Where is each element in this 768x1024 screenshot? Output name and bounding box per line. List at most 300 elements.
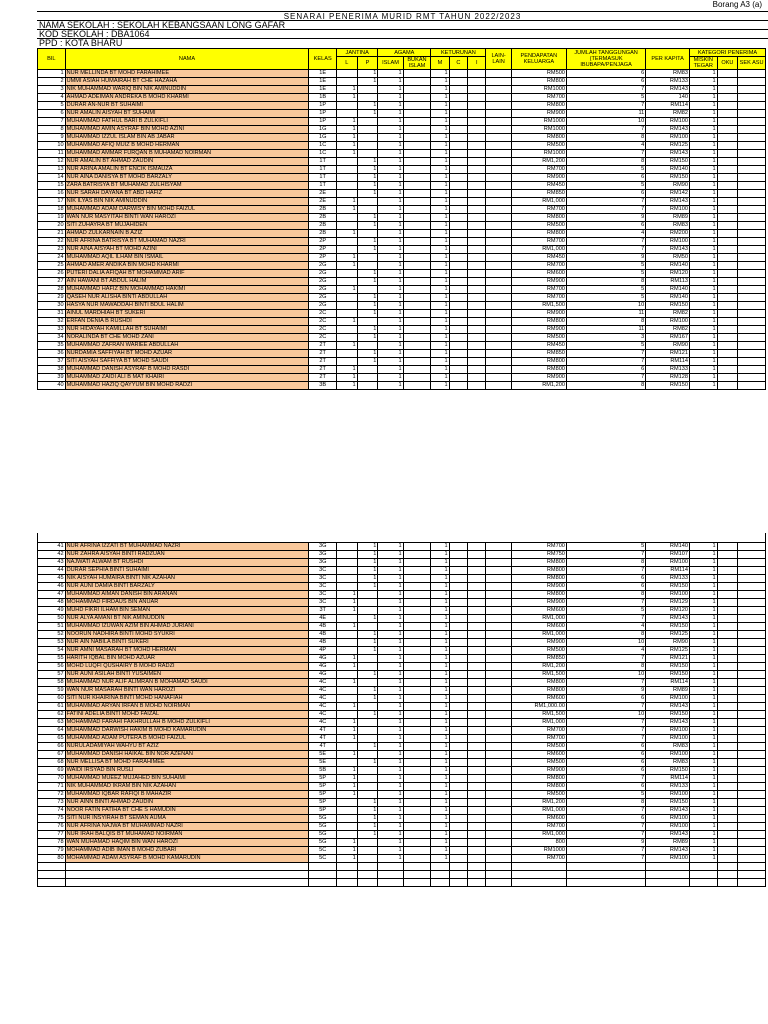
cell-m: 1 [431, 815, 449, 823]
cell-oku [717, 839, 738, 847]
cell-oku [717, 94, 738, 102]
cell-lain [486, 142, 511, 150]
col-per-kapita: PER KAPITA [646, 49, 690, 70]
cell-m: 1 [431, 294, 449, 302]
cell-per_kapita: RM143 [646, 150, 690, 158]
cell-nama: MUHAMMAD IZUWAN AZIM BIN AHMAD JURIANI [65, 623, 309, 631]
cell-per_kapita: RM133 [646, 575, 690, 583]
cell-pendapatan: RM1,000 [511, 198, 566, 206]
cell-m: 1 [431, 623, 449, 631]
cell-bil: 55 [38, 655, 66, 663]
cell-miskin [689, 863, 717, 871]
cell-i [468, 246, 486, 254]
cell-i [468, 134, 486, 142]
cell-lain [486, 583, 511, 591]
cell-tanggungan: 6 [566, 190, 645, 198]
cell-nama: MUHAMMAD ZAIDI ALI B MAT KHAIRI [65, 374, 309, 382]
cell-l [336, 294, 357, 302]
cell-islam [378, 879, 403, 887]
cell-l: 1 [337, 727, 358, 735]
cell-c [449, 214, 467, 222]
cell-kelas: 2G [309, 302, 337, 310]
cell-pendapatan: RM800 [511, 783, 566, 791]
cell-kelas: 5P [309, 799, 337, 807]
cell-l [337, 671, 358, 679]
cell-sek [738, 591, 766, 599]
cell-pendapatan: 800 [511, 839, 566, 847]
cell-pendapatan: RM900 [511, 767, 566, 775]
table-row [38, 302, 766, 310]
cell-oku [717, 246, 738, 254]
cell-bil: 44 [38, 567, 66, 575]
cell-per_kapita: RM125 [646, 647, 690, 655]
cell-pendapatan: RM1,200 [511, 158, 566, 166]
cell-bil: 60 [38, 695, 66, 703]
cell-islam: 1 [378, 134, 403, 142]
cell-sek [738, 743, 766, 751]
cell-sek [738, 631, 766, 639]
cell-islam: 1 [378, 190, 403, 198]
cell-oku [717, 639, 738, 647]
cell-tanggungan: 5 [566, 262, 645, 270]
cell-sek [738, 334, 766, 342]
cell-i [468, 102, 486, 110]
cell-tanggungan: 6 [566, 767, 645, 775]
cell-l: 1 [337, 775, 358, 783]
cell-nama: MUHAMMAD AMIN ASYRAF BIN MOHD AZINI [65, 126, 309, 134]
cell-per_kapita: RM140 [646, 543, 690, 551]
cell-bil: 77 [38, 831, 66, 839]
cell-oku [717, 174, 738, 182]
cell-bi [403, 815, 431, 823]
cell-pendapatan: RM1,000 [511, 719, 566, 727]
cell-miskin: 1 [689, 166, 717, 174]
cell-p [357, 318, 378, 326]
cell-m: 1 [431, 254, 449, 262]
cell-sek [738, 158, 766, 166]
cell-per_kapita: RM121 [646, 350, 690, 358]
cell-bi [403, 158, 431, 166]
cell-lain [486, 70, 511, 78]
cell-i [468, 607, 486, 615]
cell-l [336, 158, 357, 166]
cell-miskin: 1 [689, 374, 717, 382]
cell-pendapatan: RM500 [511, 334, 566, 342]
cell-tanggungan: 8 [566, 799, 645, 807]
cell-c [449, 318, 467, 326]
cell-i [468, 695, 486, 703]
cell-kelas: 2T [309, 342, 337, 350]
cell-m: 1 [431, 246, 449, 254]
cell-tanggungan: 8 [566, 318, 645, 326]
cell-l: 1 [337, 783, 358, 791]
cell-p: 1 [357, 743, 378, 751]
cell-p: 1 [357, 583, 378, 591]
cell-p: 1 [357, 102, 378, 110]
cell-tanggungan: 7 [566, 238, 645, 246]
cell-p: 1 [357, 326, 378, 334]
cell-bi [403, 631, 431, 639]
cell-m: 1 [431, 230, 449, 238]
cell-i [468, 839, 486, 847]
cell-kelas: 1T [309, 158, 337, 166]
col-l: L [336, 57, 357, 70]
table-row [38, 214, 766, 222]
cell-kelas [309, 871, 337, 879]
cell-m: 1 [431, 238, 449, 246]
cell-c [449, 687, 467, 695]
cell-kelas: 2T [309, 374, 337, 382]
cell-islam: 1 [378, 310, 403, 318]
cell-m: 1 [431, 679, 449, 687]
cell-m: 1 [431, 278, 449, 286]
table-row [38, 583, 766, 591]
cell-bi [403, 719, 431, 727]
cell-oku [717, 543, 738, 551]
cell-l [336, 190, 357, 198]
cell-m: 1 [431, 350, 449, 358]
cell-i [468, 302, 486, 310]
cell-per_kapita [646, 863, 690, 871]
cell-miskin: 1 [689, 142, 717, 150]
cell-per_kapita: RM133 [646, 78, 690, 86]
table-row [38, 743, 766, 751]
cell-per_kapita: RM114 [646, 567, 690, 575]
cell-c [449, 134, 467, 142]
cell-bil: 40 [38, 382, 66, 390]
cell-islam: 1 [378, 86, 403, 94]
cell-nama: NUR IRAH BALQIS BT MUHAMAD NOIRMAN [65, 831, 309, 839]
cell-m: 1 [431, 86, 449, 94]
cell-sek [738, 190, 766, 198]
cell-c [449, 839, 467, 847]
cell-m: 1 [431, 831, 449, 839]
cell-sek [738, 246, 766, 254]
cell-m: 1 [431, 663, 449, 671]
cell-c [449, 342, 467, 350]
cell-nama: NORALINDA BT CHE MOHD ZANI [65, 334, 309, 342]
cell-l: 1 [336, 126, 357, 134]
cell-bil: 8 [38, 126, 66, 134]
table-row [38, 823, 766, 831]
cell-m: 1 [431, 647, 449, 655]
cell-islam: 1 [378, 270, 403, 278]
cell-l [337, 695, 358, 703]
cell-c [449, 278, 467, 286]
cell-miskin: 1 [689, 799, 717, 807]
cell-bi [403, 575, 431, 583]
cell-sek [738, 326, 766, 334]
cell-sek [738, 871, 766, 879]
cell-per_kapita: RM167 [646, 334, 690, 342]
cell-m: 1 [431, 735, 449, 743]
cell-pendapatan: RM1000 [511, 150, 566, 158]
cell-i [468, 310, 486, 318]
cell-oku [717, 350, 738, 358]
cell-pendapatan: RM1,200 [511, 799, 566, 807]
cell-per_kapita: RM100 [646, 727, 690, 735]
cell-miskin: 1 [689, 334, 717, 342]
cell-i [468, 222, 486, 230]
cell-miskin: 1 [689, 559, 717, 567]
cell-bil: 28 [38, 286, 66, 294]
cell-tanggungan: 8 [566, 382, 645, 390]
cell-pendapatan: RM600 [511, 607, 566, 615]
cell-i [468, 318, 486, 326]
cell-m: 1 [431, 703, 449, 711]
cell-nama: NUR ALYA AMANI BT NIK AMINUDDIN [65, 615, 309, 623]
cell-bil: 3 [38, 86, 66, 94]
cell-lain [486, 695, 511, 703]
cell-bi [403, 198, 431, 206]
cell-bil: 38 [38, 366, 66, 374]
cell-m: 1 [431, 743, 449, 751]
cell-kelas: 1B [309, 94, 337, 102]
table-row [38, 703, 766, 711]
cell-islam: 1 [378, 334, 403, 342]
cell-p [357, 607, 378, 615]
cell-bi [403, 150, 431, 158]
cell-oku [717, 262, 738, 270]
cell-per_kapita [646, 871, 690, 879]
cell-tanggungan: 6 [566, 70, 645, 78]
cell-oku [717, 334, 738, 342]
cell-i [468, 615, 486, 623]
cell-islam: 1 [378, 639, 403, 647]
cell-per_kapita: RM100 [646, 735, 690, 743]
cell-m: 1 [431, 326, 449, 334]
cell-pendapatan: RM600 [511, 695, 566, 703]
cell-c [449, 855, 467, 863]
cell-tanggungan: 9 [566, 214, 645, 222]
cell-kelas: 3G [309, 551, 337, 559]
cell-bil: 23 [38, 246, 66, 254]
cell-sek [738, 759, 766, 767]
cell-miskin: 1 [689, 823, 717, 831]
cell-c [449, 679, 467, 687]
cell-kelas: 5B [309, 767, 337, 775]
col-tanggungan: JUMLAH TANGGUNGAN (TERMASUK IBUBAPA/PENJAGA [566, 49, 645, 70]
cell-islam: 1 [378, 615, 403, 623]
cell-c [449, 326, 467, 334]
cell-m: 1 [431, 551, 449, 559]
cell-bil [38, 871, 66, 879]
cell-i [468, 326, 486, 334]
cell-islam: 1 [378, 302, 403, 310]
cell-per_kapita: RM143 [646, 847, 690, 855]
cell-oku [717, 238, 738, 246]
cell-pendapatan: RM800 [511, 366, 566, 374]
cell-bi [403, 871, 431, 879]
cell-i [468, 142, 486, 150]
cell-pendapatan: RM1000 [511, 126, 566, 134]
cell-nama: MUHAMMAD IQBAR RAFIQI B MAHAZIR [65, 791, 309, 799]
cell-miskin: 1 [689, 623, 717, 631]
cell-lain [486, 591, 511, 599]
cell-kelas: 2T [309, 366, 337, 374]
cell-p: 1 [357, 711, 378, 719]
cell-tanggungan [566, 879, 645, 887]
cell-oku [717, 623, 738, 631]
cell-pendapatan: RM700 [511, 823, 566, 831]
cell-tanggungan: 6 [566, 815, 645, 823]
cell-pendapatan: RM700 [511, 294, 566, 302]
cell-m: 1 [431, 855, 449, 863]
table-row [38, 567, 766, 575]
cell-l: 1 [337, 703, 358, 711]
cell-per_kapita: RM143 [646, 719, 690, 727]
cell-l [337, 583, 358, 591]
cell-m: 1 [431, 382, 449, 390]
cell-per_kapita: RM83 [646, 70, 690, 78]
cell-nama: NOOR FATIN FATIHA BT CHE S HAMUDIN [65, 807, 309, 815]
cell-i [468, 791, 486, 799]
cell-nama: MUHAMMAD ADAM DARWISY BIN MOHD FAIZUL [65, 206, 309, 214]
cell-kelas: 2G [309, 294, 337, 302]
cell-bi [403, 831, 431, 839]
cell-oku [717, 687, 738, 695]
cell-sek [738, 126, 766, 134]
cell-miskin: 1 [689, 182, 717, 190]
cell-bi [403, 671, 431, 679]
cell-pendapatan: RM1,000 [511, 807, 566, 815]
cell-i [468, 687, 486, 695]
cell-sek [738, 214, 766, 222]
cell-miskin: 1 [689, 607, 717, 615]
cell-nama: WAN NUR MASYITAH BINTI WAN HAROZI [65, 214, 309, 222]
cell-bi [403, 647, 431, 655]
cell-pendapatan: RM450 [511, 254, 566, 262]
cell-nama [65, 871, 309, 879]
cell-islam: 1 [378, 807, 403, 815]
cell-m: 1 [431, 615, 449, 623]
cell-i [468, 863, 486, 871]
cell-p: 1 [357, 687, 378, 695]
table-row [38, 695, 766, 703]
cell-lain [486, 647, 511, 655]
cell-m: 1 [431, 158, 449, 166]
cell-p: 1 [357, 759, 378, 767]
cell-oku [717, 374, 738, 382]
cell-tanggungan: 6 [566, 759, 645, 767]
cell-sek [738, 134, 766, 142]
cell-sek [738, 735, 766, 743]
cell-kelas: 5P [309, 783, 337, 791]
cell-kelas: 1E [309, 78, 337, 86]
cell-tanggungan: 5 [566, 286, 645, 294]
cell-bi [403, 679, 431, 687]
cell-sek [738, 110, 766, 118]
cell-lain [486, 158, 511, 166]
cell-m: 1 [431, 791, 449, 799]
cell-bi [403, 110, 431, 118]
cell-c [449, 575, 467, 583]
cell-p: 1 [357, 639, 378, 647]
cell-sek [738, 86, 766, 94]
cell-sek [738, 831, 766, 839]
cell-pendapatan: RM1,000 [511, 831, 566, 839]
cell-oku [717, 270, 738, 278]
cell-kelas [309, 879, 337, 887]
cell-i [468, 735, 486, 743]
cell-tanggungan: 6 [566, 78, 645, 86]
cell-p: 1 [357, 190, 378, 198]
cell-pendapatan: RM900 [511, 174, 566, 182]
cell-p: 1 [357, 695, 378, 703]
cell-m: 1 [431, 214, 449, 222]
cell-tanggungan: 8 [566, 663, 645, 671]
cell-p [357, 599, 378, 607]
cell-l: 1 [337, 847, 358, 855]
cell-bi [403, 607, 431, 615]
cell-i [468, 118, 486, 126]
cell-bi [403, 246, 431, 254]
cell-i [468, 342, 486, 350]
cell-lain [486, 807, 511, 815]
cell-nama: MUHAMMAD DANISH HAIKAL BIN NOR AZENAN [65, 751, 309, 759]
table-row [38, 751, 766, 759]
cell-tanggungan: 6 [566, 751, 645, 759]
cell-bil: 32 [38, 318, 66, 326]
cell-bil: 51 [38, 623, 66, 631]
cell-kelas: 1G [309, 134, 337, 142]
cell-bil: 17 [38, 198, 66, 206]
cell-l [336, 70, 357, 78]
cell-per_kapita: RM150 [646, 158, 690, 166]
cell-per_kapita: RM107 [646, 551, 690, 559]
cell-sek [738, 783, 766, 791]
cell-lain [486, 166, 511, 174]
cell-nama: NUR AIN NABILA BINTI SUKERI [65, 639, 309, 647]
cell-i [468, 174, 486, 182]
cell-p: 1 [357, 222, 378, 230]
cell-i [468, 270, 486, 278]
cell-per_kapita: RM125 [646, 142, 690, 150]
cell-p [357, 703, 378, 711]
cell-c [449, 615, 467, 623]
cell-oku [717, 591, 738, 599]
cell-per_kapita: RM143 [646, 615, 690, 623]
cell-c [449, 799, 467, 807]
cell-oku [717, 118, 738, 126]
cell-pendapatan: RM800 [511, 775, 566, 783]
cell-islam: 1 [378, 166, 403, 174]
table-row [38, 543, 766, 551]
cell-islam: 1 [378, 382, 403, 390]
cell-lain [486, 823, 511, 831]
cell-m: 1 [431, 559, 449, 567]
cell-l: 1 [336, 262, 357, 270]
cell-tanggungan: 7 [566, 855, 645, 863]
cell-oku [717, 655, 738, 663]
cell-c [449, 254, 467, 262]
cell-kelas: 4B [309, 631, 337, 639]
cell-kelas: 4E [309, 615, 337, 623]
cell-miskin: 1 [689, 599, 717, 607]
cell-kelas: 2G [309, 270, 337, 278]
recipient-table-part-2 [37, 542, 766, 887]
cell-pendapatan: RM800 [511, 559, 566, 567]
cell-tanggungan: 7 [566, 735, 645, 743]
table-row [38, 631, 766, 639]
cell-per_kapita: RM100 [646, 695, 690, 703]
cell-bil: 71 [38, 783, 66, 791]
cell-i [468, 278, 486, 286]
cell-islam: 1 [378, 254, 403, 262]
cell-sek [738, 543, 766, 551]
cell-islam: 1 [378, 655, 403, 663]
cell-oku [717, 663, 738, 671]
